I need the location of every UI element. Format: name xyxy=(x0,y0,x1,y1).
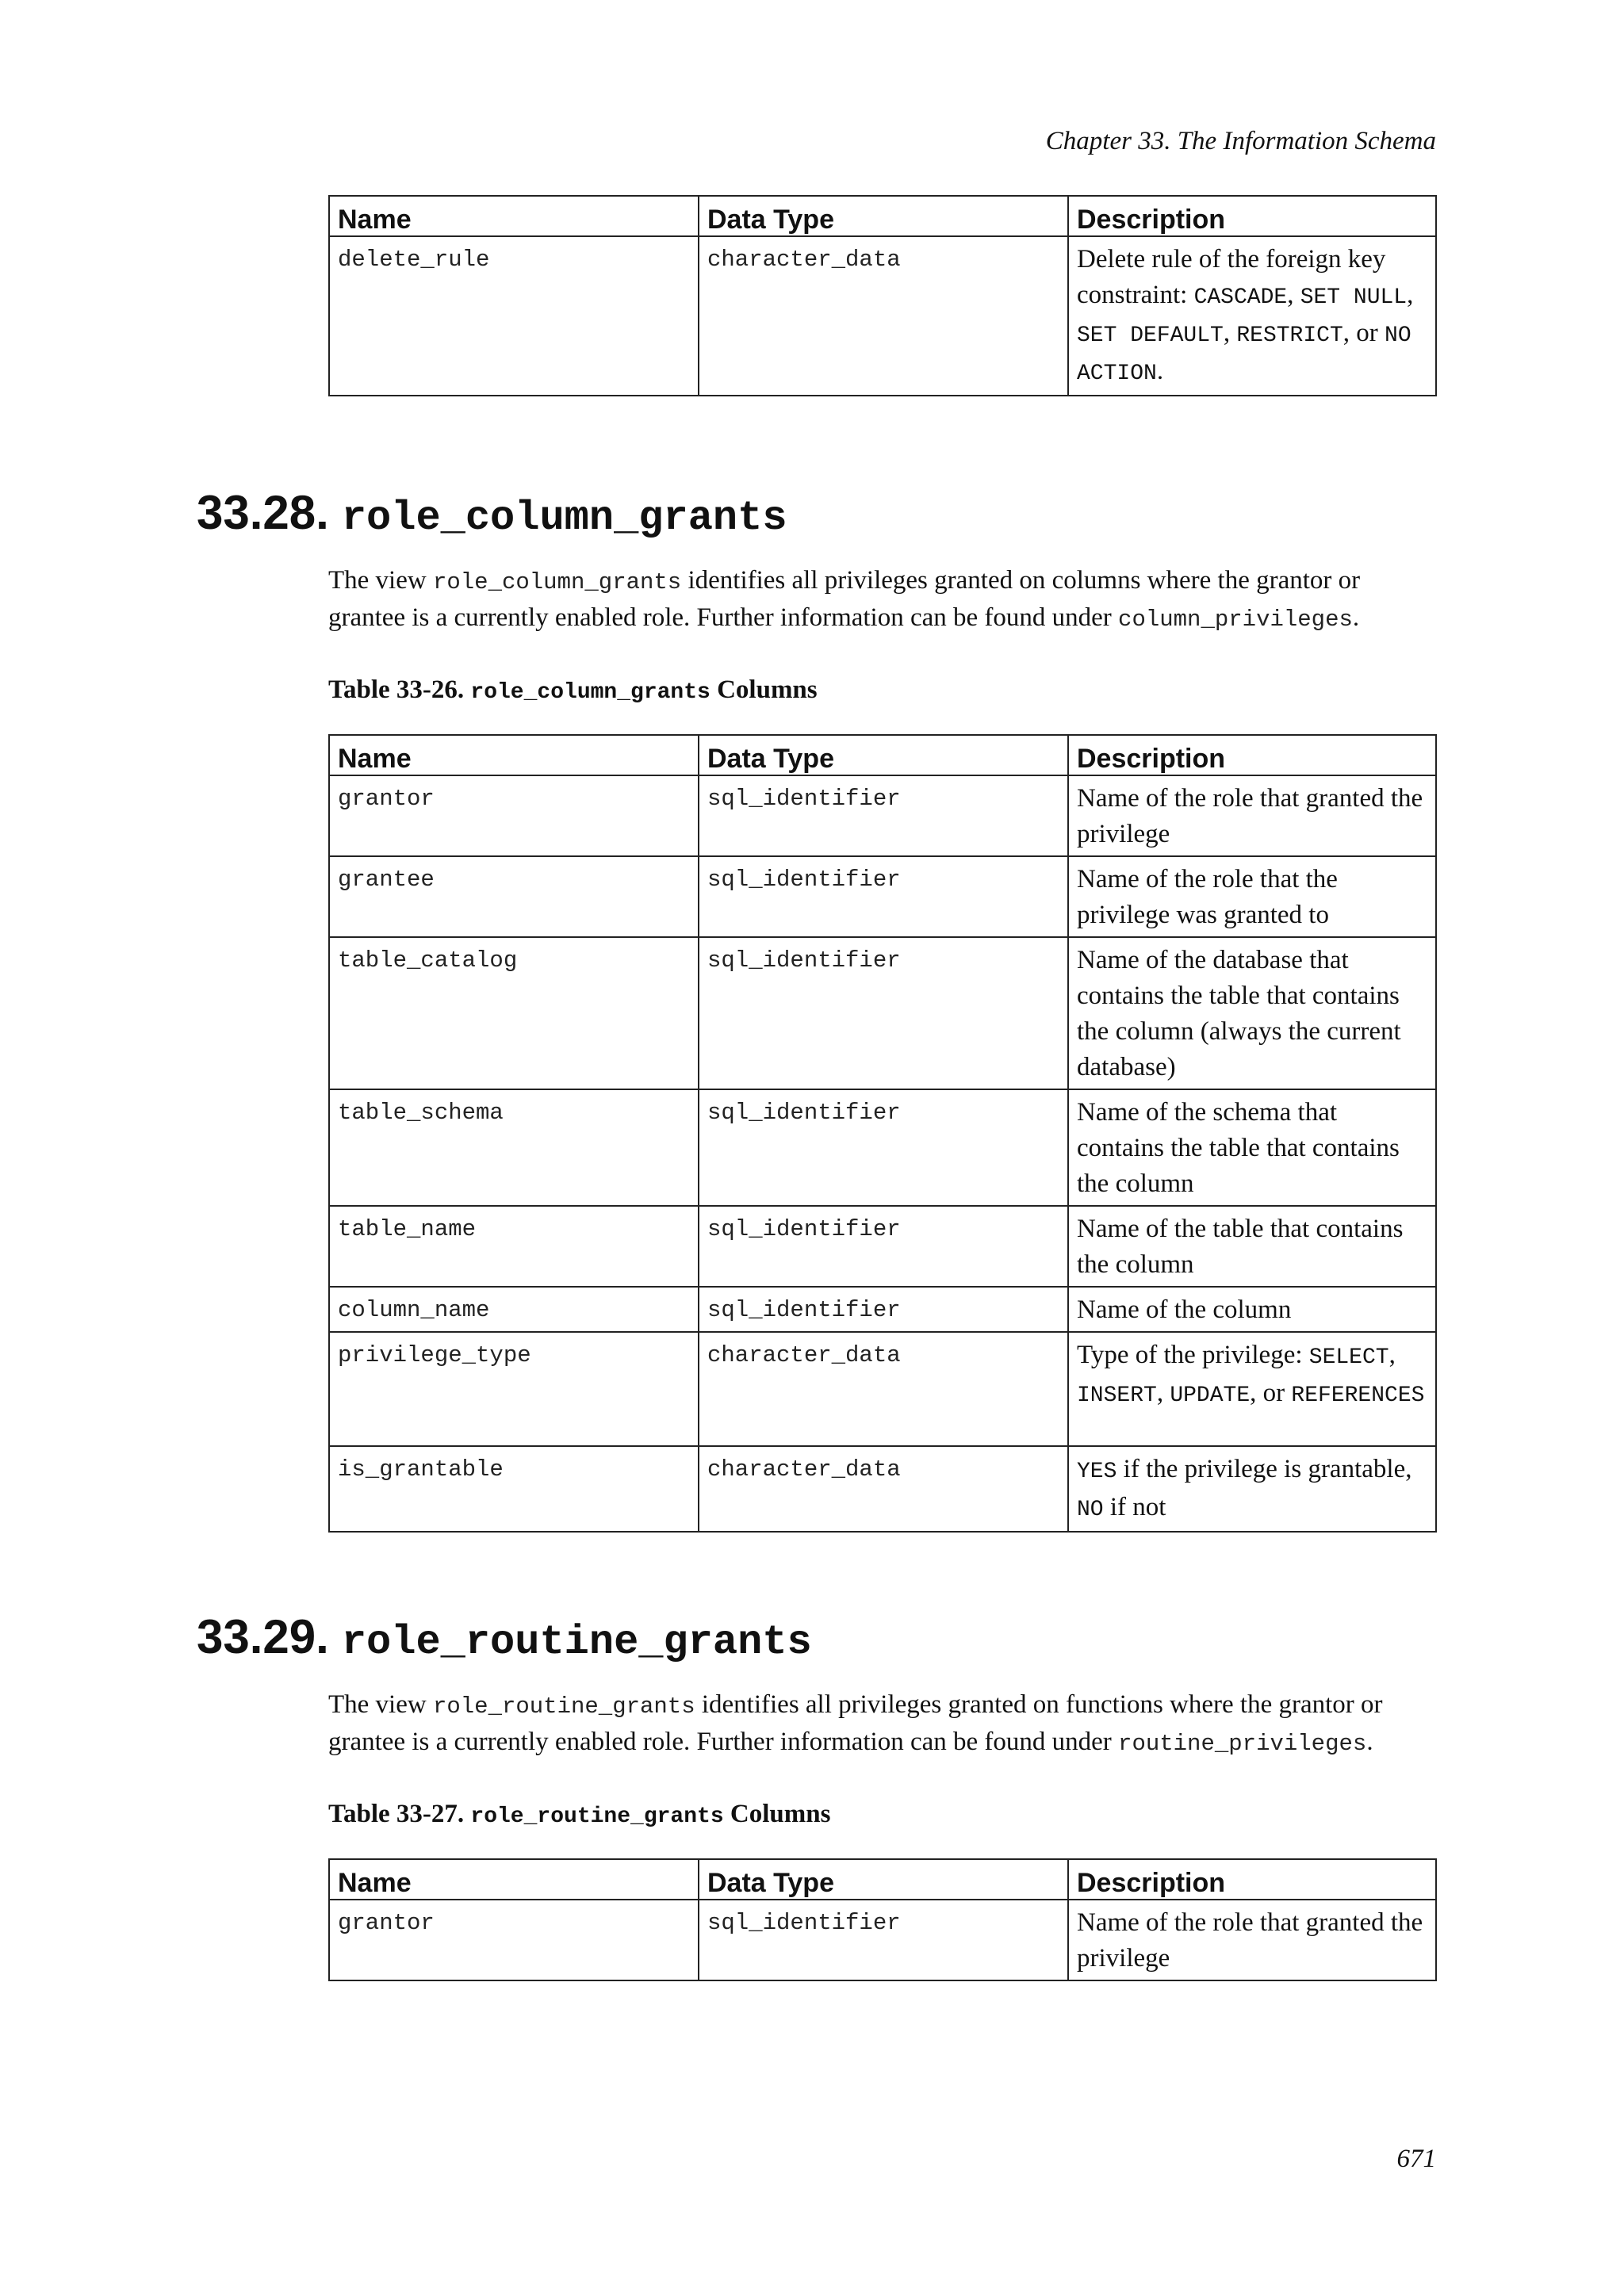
code-literal: column_privileges xyxy=(1118,607,1353,633)
column-name-cell: table_schema xyxy=(329,1089,699,1206)
paragraph-text: identifies all privileges granted on functions where the grantor or grantee is a currently enabled role. Further information can be found under xyxy=(328,1690,1383,1756)
description-cell: Name of the database that contains the table that contains the column (always the current database) xyxy=(1068,937,1436,1089)
code-literal: NO xyxy=(1077,1498,1104,1522)
data-type-cell: sql_identifier xyxy=(699,1287,1068,1332)
column-header-description: Description xyxy=(1068,196,1436,236)
description-text: , or xyxy=(1250,1379,1292,1407)
role-column-grants-table xyxy=(328,734,1437,1533)
paragraph-text: The view xyxy=(328,1690,433,1719)
data-type-cell: sql_identifier xyxy=(699,1900,1068,1980)
section-number: 33.29. xyxy=(197,1610,329,1663)
description-cell xyxy=(1068,236,1436,396)
description-text: , xyxy=(1388,1341,1396,1369)
data-type-cell: character_data xyxy=(699,1332,1068,1446)
table-row xyxy=(329,1089,1436,1206)
table-header-row xyxy=(329,735,1436,775)
caption-label: Columns xyxy=(710,675,818,704)
description-cell xyxy=(1068,1446,1436,1532)
table-row xyxy=(329,1900,1436,1980)
code-literal: SET NULL xyxy=(1300,285,1408,310)
code-literal: routine_privileges xyxy=(1118,1731,1367,1757)
table-caption xyxy=(328,675,818,705)
column-header-data-type: Data Type xyxy=(699,735,1068,775)
section-title: role_routine_grants xyxy=(341,1619,812,1666)
table-row xyxy=(329,937,1436,1089)
table-row xyxy=(329,1446,1436,1532)
section-title: role_column_grants xyxy=(341,495,787,541)
section-intro-paragraph xyxy=(328,563,1438,637)
description-cell: Name of the role that granted the privilege xyxy=(1068,775,1436,856)
column-name-cell: table_catalog xyxy=(329,937,699,1089)
description-text: , or xyxy=(1342,319,1385,347)
column-header-name: Name xyxy=(329,735,699,775)
section-heading-role-routine-grants xyxy=(197,1609,812,1666)
table-header-row xyxy=(329,196,1436,236)
table-row xyxy=(329,775,1436,856)
column-name-cell: grantor xyxy=(329,775,699,856)
table-row xyxy=(329,236,1436,396)
table-row xyxy=(329,856,1436,937)
paragraph-text: The view xyxy=(328,566,433,595)
code-literal: role_routine_grants xyxy=(432,1693,695,1720)
column-name-cell: column_name xyxy=(329,1287,699,1332)
description-text: , xyxy=(1223,319,1237,347)
table-row xyxy=(329,1287,1436,1332)
column-header-data-type: Data Type xyxy=(699,1859,1068,1900)
data-type-cell: sql_identifier xyxy=(699,775,1068,856)
paragraph-text: . xyxy=(1366,1728,1373,1756)
column-name-cell: delete_rule xyxy=(329,236,699,396)
description-cell: Name of the schema that contains the table that contains the column xyxy=(1068,1089,1436,1206)
description-cell: Name of the role that granted the privilege xyxy=(1068,1900,1436,1980)
table-header-row xyxy=(329,1859,1436,1900)
data-type-cell: sql_identifier xyxy=(699,1089,1068,1206)
data-type-cell: sql_identifier xyxy=(699,856,1068,937)
description-text: Type of the privilege: xyxy=(1077,1341,1309,1369)
column-name-cell: is_grantable xyxy=(329,1446,699,1532)
caption-code: role_routine_grants xyxy=(470,1804,724,1829)
column-name-cell: privilege_type xyxy=(329,1332,699,1446)
code-literal: RESTRICT xyxy=(1236,323,1343,348)
caption-label: Table 33-26. xyxy=(328,675,471,704)
column-name-cell: grantor xyxy=(329,1900,699,1980)
page-number: 671 xyxy=(1396,2145,1436,2173)
code-literal: UPDATE xyxy=(1170,1383,1251,1408)
description-text: if the privilege is grantable, xyxy=(1116,1455,1412,1483)
column-name-cell: grantee xyxy=(329,856,699,937)
table-caption xyxy=(328,1800,830,1829)
data-type-cell: character_data xyxy=(699,1446,1068,1532)
section-number: 33.28. xyxy=(197,486,329,539)
description-text: , xyxy=(1407,281,1414,309)
column-header-data-type: Data Type xyxy=(699,196,1068,236)
role-routine-grants-table xyxy=(328,1858,1437,1981)
code-literal: NO ACTION xyxy=(1077,323,1411,386)
code-literal: SELECT xyxy=(1308,1345,1389,1370)
description-text: . xyxy=(1156,357,1164,385)
description-text: Delete rule of the foreign key constraint: xyxy=(1077,245,1386,309)
description-text: if not xyxy=(1103,1493,1166,1521)
description-text: , xyxy=(1156,1379,1170,1407)
code-literal: CASCADE xyxy=(1193,285,1288,310)
running-header: Chapter 33. The Information Schema xyxy=(1045,127,1436,155)
column-header-name: Name xyxy=(329,196,699,236)
data-type-cell: sql_identifier xyxy=(699,937,1068,1089)
description-cell: Name of the role that the privilege was granted to xyxy=(1068,856,1436,937)
continued-columns-table xyxy=(328,195,1437,396)
description-cell xyxy=(1068,1332,1436,1446)
table-row xyxy=(329,1206,1436,1287)
code-literal: YES xyxy=(1077,1460,1117,1484)
table-row xyxy=(329,1332,1436,1446)
description-cell: Name of the table that contains the column xyxy=(1068,1206,1436,1287)
description-cell: Name of the column xyxy=(1068,1287,1436,1332)
column-header-description: Description xyxy=(1068,1859,1436,1900)
paragraph-text: . xyxy=(1352,603,1360,632)
description-text: , xyxy=(1287,281,1300,309)
section-heading-role-column-grants xyxy=(197,485,787,541)
caption-label: Columns xyxy=(723,1800,831,1828)
code-literal: SET DEFAULT xyxy=(1077,323,1224,348)
data-type-cell: sql_identifier xyxy=(699,1206,1068,1287)
caption-code: role_column_grants xyxy=(470,680,710,705)
section-intro-paragraph xyxy=(328,1687,1438,1762)
code-literal: role_column_grants xyxy=(432,569,682,595)
data-type-cell: character_data xyxy=(699,236,1068,396)
column-header-name: Name xyxy=(329,1859,699,1900)
code-literal: REFERENCES xyxy=(1291,1383,1425,1408)
caption-label: Table 33-27. xyxy=(328,1800,471,1828)
column-header-description: Description xyxy=(1068,735,1436,775)
paragraph-text: identifies all privileges granted on columns where the grantor or grantee is a currently enabled role. Further information can be found under xyxy=(328,566,1361,632)
code-literal: INSERT xyxy=(1077,1383,1157,1408)
column-name-cell: table_name xyxy=(329,1206,699,1287)
